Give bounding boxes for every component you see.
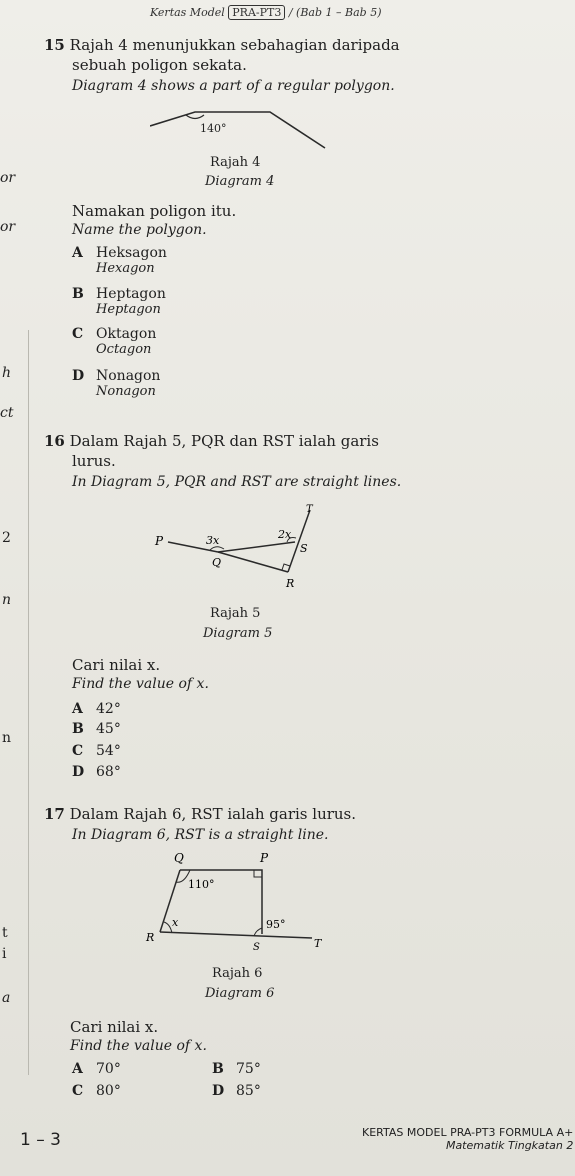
q15-ask-malay: Namakan poligon itu. [72,202,237,220]
angle-arc-r [164,922,172,933]
q17-stem-english: In Diagram 6, RST is a straight line. [72,827,329,843]
label-s: S [253,942,260,953]
label-p: P [155,534,164,548]
margin-fragment: n [2,730,12,746]
option-letter: C [72,326,84,342]
q15-option-a[interactable] [72,242,167,276]
option-value: 75° [236,1061,261,1077]
label-110: 110° [188,878,215,891]
option-letter: D [72,368,85,384]
header-prefix: Kertas Model [150,6,225,19]
q15-malay-line1: Rajah 4 menunjukkan sebahagian daripada [69,36,400,54]
line-qs [218,542,295,552]
q15-stem-malay [44,36,400,54]
q15-caption-malay: Rajah 4 [210,155,261,170]
q16-option-d[interactable] [72,761,121,780]
angle-arc [186,115,204,119]
margin-fragment: h [2,365,12,381]
right-angle-p [254,870,262,877]
option-value: 85° [236,1083,261,1099]
option-value: 45° [96,721,121,737]
option-text-malay: Heksagon [96,245,167,261]
margin-fragment: a [2,990,11,1006]
option-letter: D [72,764,85,780]
label-s: S [300,542,308,555]
column-rule [28,330,29,1075]
margin-fragment: n [2,592,12,608]
margin-fragment: 2 [2,530,11,546]
option-value: 42° [96,701,121,717]
option-text-english: Octagon [96,342,152,357]
option-text-malay: Nonagon [96,368,161,384]
option-text-english: Heptagon [96,302,161,317]
option-text-malay: Oktagon [96,326,157,342]
q15-option-b[interactable] [72,283,166,317]
q15-malay-line2: sebuah poligon sekata. [72,56,247,74]
q17-caption-malay: Rajah 6 [212,966,263,981]
label-95: 95° [266,918,286,931]
polygon-edges [150,112,325,148]
q16-malay-line2: lurus. [72,452,116,470]
option-value: 80° [96,1083,121,1099]
q16-option-b[interactable] [72,718,121,737]
q17-ask-malay: Cari nilai x. [70,1018,159,1036]
q17-option-a[interactable] [72,1058,121,1077]
option-text-english: Nonagon [96,384,156,399]
line-rst [160,932,312,938]
q15-number: 15 [44,36,65,54]
q15-stem-english: Diagram 4 shows a part of a regular polygon. [72,78,395,94]
label-r: R [286,577,295,590]
option-letter: B [72,721,84,737]
header-code-box: PRA-PT3 [228,5,285,20]
option-letter: D [212,1083,225,1099]
label-3x: 3x [206,534,220,547]
q17-stem-malay [44,805,356,823]
option-letter: B [212,1061,224,1077]
option-letter: A [72,245,83,261]
q16-stem-english: In Diagram 5, PQR and RST are straight lines. [72,474,402,490]
label-t: T [314,937,322,950]
q16-ask-malay: Cari nilai x. [72,656,161,674]
option-letter: B [72,286,84,302]
label-x: x [172,916,179,929]
footer-series [362,1126,573,1152]
option-letter: A [72,1061,83,1077]
q16-malay-line1: Dalam Rajah 5, PQR dan RST ialah garis [69,432,379,450]
margin-fragment: ct [0,405,14,421]
header-suffix: / (Bab 1 – Bab 5) [288,6,382,19]
label-q: Q [212,556,222,569]
q17-ask-english: Find the value of x. [70,1038,207,1054]
q17-caption-english: Diagram 6 [205,986,275,1001]
line-rst [288,510,310,572]
label-q: Q [174,851,184,865]
q17-malay-line1: Dalam Rajah 6, RST ialah garis lurus. [69,805,357,823]
q17-option-d[interactable] [212,1080,261,1099]
option-letter: C [72,1083,84,1099]
angle-arc-q [210,547,224,550]
angle-label-140: 140° [200,122,227,135]
margin-fragment: or [0,219,16,235]
option-text-malay: Heptagon [96,286,166,302]
line-qr [218,552,288,572]
q16-option-a[interactable] [72,698,121,717]
margin-fragment: t [2,925,8,941]
diagram-6-quadrilateral [140,846,330,956]
page-header [150,6,382,19]
option-letter: C [72,743,84,759]
q15-option-c[interactable] [72,323,156,357]
page-number: 1 – 3 [20,1130,61,1150]
q16-caption-english: Diagram 5 [203,626,273,641]
q17-option-b[interactable] [212,1058,261,1077]
label-2x: 2x [278,528,292,541]
diagram-5-lines [150,500,330,595]
q16-caption-malay: Rajah 5 [210,606,261,621]
q15-option-d[interactable] [72,365,160,399]
margin-fragment: or [0,170,16,186]
label-p: P [260,851,269,865]
q17-number: 17 [44,805,65,823]
q16-number: 16 [44,432,65,450]
option-letter: A [72,701,83,717]
q15-caption-english: Diagram 4 [205,174,275,189]
option-text-english: Hexagon [96,261,155,276]
q15-ask-english: Name the polygon. [72,222,207,238]
label-r: R [146,931,155,944]
option-value: 70° [96,1061,121,1077]
q16-ask-english: Find the value of x. [72,676,209,692]
footer-subject: Matematik Tingkatan 2 [445,1139,574,1152]
option-value: 54° [96,743,121,759]
angle-arc-s [254,928,262,936]
diagram-4-polygon [150,98,350,156]
margin-fragment: i [2,946,7,962]
option-value: 68° [96,764,121,780]
q16-option-c[interactable] [72,740,121,759]
q16-stem-malay [44,432,379,450]
q17-option-c[interactable] [72,1080,121,1099]
footer-series-title: KERTAS MODEL PRA-PT3 FORMULA A+ [362,1126,574,1139]
label-t: T [306,504,313,515]
